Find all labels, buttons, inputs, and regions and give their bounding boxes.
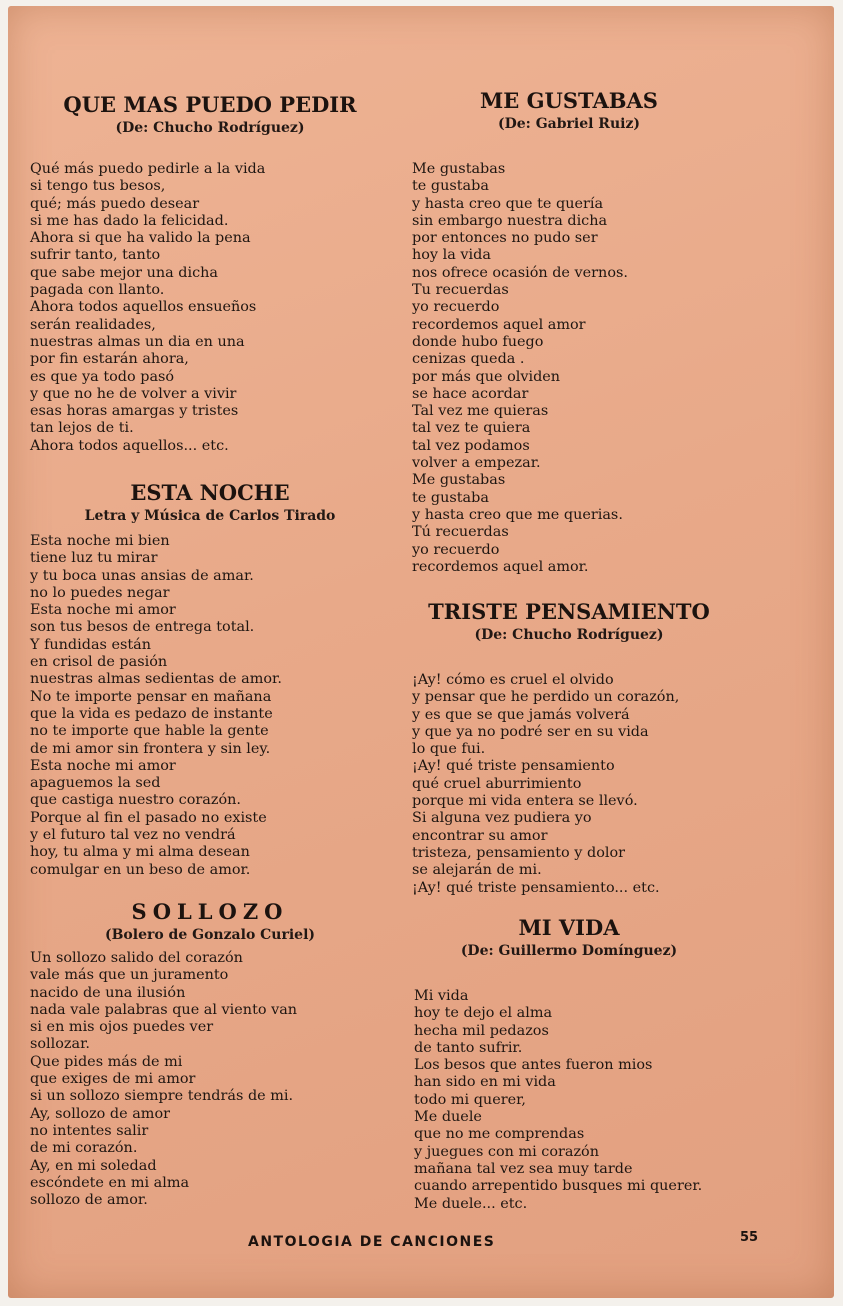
lyric-line: Ahora si que ha valido la pena <box>30 230 251 247</box>
lyric-line: Me duele... etc. <box>414 1195 528 1212</box>
lyric-line: sin embargo nuestra dicha <box>412 212 608 229</box>
lyric-line: nuestras almas sedientas de amor. <box>30 671 282 688</box>
lyric-line: apaguemos la sed <box>30 775 161 792</box>
lyric-line: yo recuerdo <box>412 541 500 558</box>
song-lyrics-esta-noche <box>30 533 282 879</box>
lyric-line: y pensar que he perdido un corazón, <box>412 689 680 706</box>
lyric-line: de mi corazón. <box>30 1140 138 1157</box>
song-credit-triste-pensamiento: (De: Chucho Rodríguez) <box>474 627 664 643</box>
song-lyrics-mi-vida <box>414 988 702 1213</box>
song-credit-mi-vida: (De: Guillermo Domínguez) <box>460 943 678 959</box>
lyric-line: cenizas queda . <box>412 351 525 368</box>
lyric-line: tiene luz tu mirar <box>30 550 158 567</box>
lyric-line: te gustaba <box>412 178 489 195</box>
lyric-line: Un sollozo salido del corazón <box>30 950 243 966</box>
lyric-line: que exiges de mi amor <box>30 1071 196 1088</box>
lyric-line: serán realidades, <box>30 316 156 333</box>
lyric-line: lo que fui. <box>412 741 486 758</box>
lyric-line: y que no he de volver a vivir <box>30 385 237 402</box>
song-title-que-mas-puedo-pedir: QUE MAS PUEDO PEDIR <box>63 92 357 117</box>
lyric-line: han sido en mi vida <box>414 1074 556 1091</box>
lyric-line: que no me comprendas <box>414 1126 585 1143</box>
lyric-line: mañana tal vez sea muy tarde <box>414 1160 633 1177</box>
lyric-line: Mi vida <box>414 988 469 1004</box>
lyric-line: comulgar en un beso de amor. <box>30 861 251 878</box>
lyric-line: cuando arrepentido busques mi querer. <box>414 1178 703 1195</box>
lyric-line: Y fundidas están <box>30 636 152 653</box>
lyric-line: no te importe que hable la gente <box>30 723 269 740</box>
lyric-line: sollozar. <box>30 1036 90 1053</box>
lyric-line: tal vez te quiera <box>412 420 531 437</box>
song-credit-me-gustabas: (De: Gabriel Ruiz) <box>497 116 641 132</box>
lyric-line: recordemos aquel amor. <box>412 558 589 575</box>
lyric-line: por fin estarán ahora, <box>30 351 189 368</box>
lyric-line: hoy te dejo el alma <box>414 1005 553 1022</box>
lyric-line: Me gustabas <box>412 161 506 177</box>
lyric-line: ¡Ay! cómo es cruel el olvido <box>412 672 614 688</box>
lyric-line: recordemos aquel amor <box>412 316 586 333</box>
lyric-line: volver a empezar. <box>412 455 541 472</box>
lyric-line: encontrar su amor <box>412 827 548 844</box>
song-credit-esta-noche: Letra y Música de Carlos Tirado <box>84 508 336 524</box>
song-lyrics-me-gustabas <box>412 161 628 576</box>
lyric-line: ¡Ay! qué triste pensamiento... etc. <box>412 879 660 896</box>
lyric-line: Tu recuerdas <box>412 282 509 299</box>
lyric-line: donde hubo fuego <box>412 333 544 350</box>
lyric-line: todo mi querer, <box>414 1091 526 1108</box>
lyric-line: Que pides más de mi <box>30 1053 183 1070</box>
lyric-line: hoy, tu alma y mi alma desean <box>30 844 250 861</box>
lyric-line: Los besos que antes fueron mios <box>414 1057 653 1074</box>
lyric-line: yo recuerdo <box>412 299 500 316</box>
lyric-line: y tu boca unas ansias de amar. <box>30 567 254 584</box>
lyric-line: nacido de una ilusión <box>30 984 186 1001</box>
lyric-line: ¡Ay! qué triste pensamiento <box>412 758 615 775</box>
lyric-line: qué cruel aburrimiento <box>412 775 582 792</box>
lyric-line: que castiga nuestro corazón. <box>30 792 241 809</box>
song-credit-que-mas-puedo-pedir: (De: Chucho Rodríguez) <box>115 120 305 136</box>
lyric-line: Qué más puedo pedirle a la vida <box>30 161 266 177</box>
lyric-line: Ay, en mi soledad <box>30 1157 157 1174</box>
lyric-line: y el futuro tal vez no vendrá <box>30 827 236 844</box>
lyric-line: se hace acordar <box>412 385 529 402</box>
lyric-line: y que ya no podré ser en su vida <box>412 723 649 740</box>
lyric-line: Si alguna vez pudiera yo <box>412 810 592 827</box>
lyric-line: y juegues con mi corazón <box>414 1143 599 1160</box>
lyric-line: Ay, sollozo de amor <box>30 1105 170 1122</box>
lyric-line: Tal vez me quieras <box>412 403 549 420</box>
lyric-line: Tú recuerdas <box>412 524 509 541</box>
song-title-mi-vida: MI VIDA <box>518 915 620 940</box>
book-page <box>8 6 834 1298</box>
lyric-line: te gustaba <box>412 489 489 506</box>
lyric-line: es que ya todo pasó <box>30 368 175 385</box>
lyric-line: hecha mil pedazos <box>414 1022 549 1039</box>
lyric-line: Ahora todos aquellos... etc. <box>30 437 229 454</box>
lyric-line: que sabe mejor una dicha <box>30 264 218 281</box>
lyric-line: No te importe pensar en mañana <box>30 688 272 705</box>
page-number: 55 <box>740 1230 759 1245</box>
song-credit-sollozo: (Bolero de Gonzalo Curiel) <box>104 927 316 943</box>
lyric-line: si un sollozo siempre tendrás de mi. <box>30 1088 294 1105</box>
lyric-line: tan lejos de ti. <box>30 420 134 437</box>
lyric-line: pagada con llanto. <box>30 282 165 299</box>
lyric-line: y es que se que jamás volverá <box>412 706 630 723</box>
lyric-line: tristeza, pensamiento y dolor <box>412 844 625 861</box>
lyric-line: no intentes salir <box>30 1122 149 1139</box>
lyric-line: de tanto sufrir. <box>414 1039 523 1056</box>
lyric-line: sufrir tanto, tanto <box>30 247 161 264</box>
song-title-sollozo: SOLLOZO <box>131 899 289 924</box>
lyric-line: Esta noche mi amor <box>30 757 176 774</box>
lyric-line: sollozo de amor. <box>30 1192 148 1209</box>
lyric-line: Me duele <box>414 1109 482 1126</box>
song-lyrics-sollozo <box>30 950 297 1209</box>
lyric-line: si tengo tus besos, <box>30 178 166 195</box>
lyric-line: Me gustabas <box>412 472 506 489</box>
lyric-line: qué; más puedo desear <box>30 195 200 212</box>
lyric-line: hoy la vida <box>412 247 491 264</box>
lyric-line: esas horas amargas y tristes <box>30 403 239 420</box>
song-title-me-gustabas: ME GUSTABAS <box>480 88 658 113</box>
page-footer <box>8 1230 834 1254</box>
song-title-esta-noche: ESTA NOCHE <box>130 480 290 505</box>
lyric-line: nos ofrece ocasión de vernos. <box>412 264 628 281</box>
lyric-line: nada vale palabras que al viento van <box>30 1001 298 1018</box>
book-title: ANTOLOGIA DE CANCIONES <box>248 1234 496 1250</box>
lyric-line: en crisol de pasión <box>30 654 168 671</box>
lyric-line: tal vez podamos <box>412 437 530 454</box>
song-lyrics-triste-pensamiento <box>412 672 679 897</box>
lyric-line: si me has dado la felicidad. <box>30 212 229 229</box>
lyric-line: se alejarán de mi. <box>412 862 542 879</box>
lyric-line: por más que olviden <box>412 368 561 385</box>
lyric-line: porque mi vida entera se llevó. <box>412 793 638 810</box>
lyric-line: por entonces no pudo ser <box>412 230 598 247</box>
lyric-line: escóndete en mi alma <box>30 1174 190 1191</box>
lyric-line: y hasta creo que te quería <box>412 195 604 212</box>
lyric-line: vale más que un juramento <box>30 967 229 984</box>
lyric-line: que la vida es pedazo de instante <box>30 705 273 722</box>
lyric-line: son tus besos de entrega total. <box>30 619 255 636</box>
lyric-line: y hasta creo que me querias. <box>412 506 623 523</box>
lyric-line: de mi amor sin frontera y sin ley. <box>30 740 271 757</box>
song-title-triste-pensamiento: TRISTE PENSAMIENTO <box>428 599 710 624</box>
lyric-line: si en mis ojos puedes ver <box>30 1019 214 1036</box>
lyric-line: no lo puedes negar <box>30 584 170 601</box>
lyric-line: nuestras almas un dia en una <box>30 333 245 350</box>
lyric-line: Esta noche mi amor <box>30 602 176 619</box>
lyric-line: Esta noche mi bien <box>30 533 170 549</box>
lyric-line: Porque al fin el pasado no existe <box>30 809 267 826</box>
song-lyrics-que-mas-puedo-pedir <box>30 161 265 455</box>
lyric-line: Ahora todos aquellos ensueños <box>30 299 257 316</box>
